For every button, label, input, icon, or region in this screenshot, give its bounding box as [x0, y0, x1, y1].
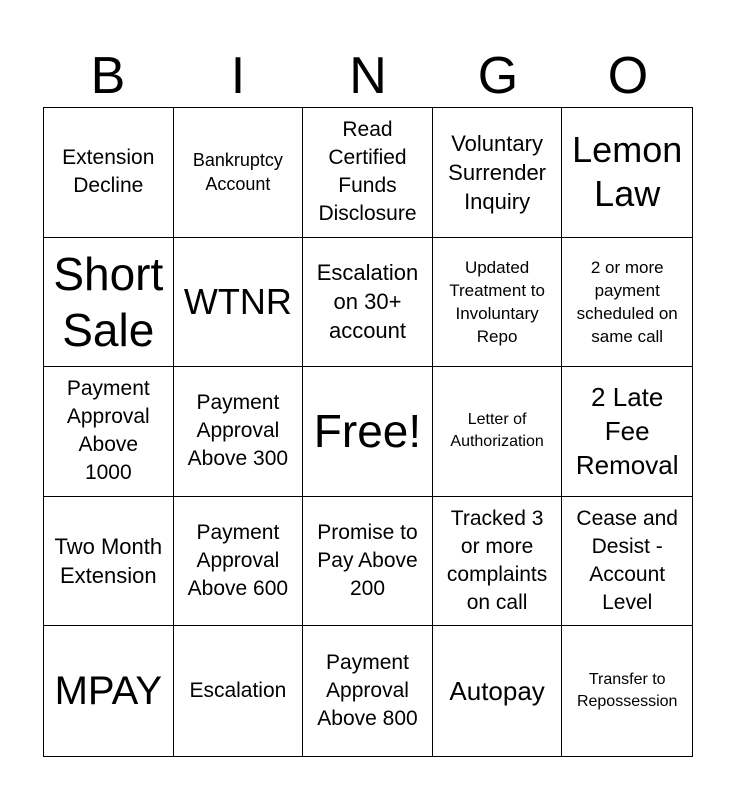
bingo-cell-r4c1[interactable]: Two Month Extension	[44, 497, 174, 627]
bingo-cell-r2c5[interactable]: 2 or more payment scheduled on same call	[562, 238, 692, 368]
bingo-cell-r2c1[interactable]: Short Sale	[44, 238, 174, 368]
header-letter-i: I	[230, 47, 246, 105]
header-letter-b: B	[90, 47, 126, 105]
bingo-cell-r3c5[interactable]: 2 Late Fee Removal	[562, 367, 692, 497]
bingo-cell-r5c2[interactable]: Escalation	[174, 626, 304, 756]
bingo-cell-r1c5[interactable]: Lemon Law	[562, 108, 692, 238]
bingo-cell-r1c4[interactable]: Voluntary Surrender Inquiry	[433, 108, 563, 238]
bingo-cell-r3c3-free[interactable]: Free!	[303, 367, 433, 497]
bingo-header	[43, 46, 693, 106]
bingo-cell-r3c2[interactable]: Payment Approval Above 300	[174, 367, 304, 497]
bingo-cell-r2c3[interactable]: Escalation on 30+ account	[303, 238, 433, 368]
bingo-cell-r1c1[interactable]: Extension Decline	[44, 108, 174, 238]
bingo-cell-r1c2[interactable]: Bankruptcy Account	[174, 108, 304, 238]
bingo-cell-r5c5[interactable]: Transfer to Repossession	[576, 671, 678, 711]
bingo-card-grid	[43, 107, 693, 757]
header-letter-n: N	[349, 47, 387, 105]
bingo-cell-r4c3[interactable]: Promise to Pay Above 200	[303, 497, 433, 627]
header-letter-g: G	[477, 47, 519, 105]
bingo-cell-r4c4[interactable]: Tracked 3 or more complaints on call	[433, 497, 563, 627]
bingo-cell-r2c4[interactable]: Updated Treatment to Involuntary Repo	[433, 238, 563, 368]
bingo-cell-r5c3[interactable]: Payment Approval Above 800	[303, 626, 433, 756]
bingo-cell-r5c4[interactable]: Autopay	[433, 626, 563, 756]
header-letter-o: O	[607, 47, 649, 105]
bingo-cell-r2c2[interactable]: WTNR	[174, 238, 304, 368]
bingo-cell-r1c3[interactable]: Read Certified Funds Disclosure	[303, 108, 433, 238]
bingo-cell-r4c5[interactable]: Cease and Desist - Account Level	[562, 497, 692, 627]
bingo-cell-r3c1[interactable]: Payment Approval Above 1000	[44, 367, 174, 497]
bingo-cell-r3c4[interactable]: Letter of Authorization	[433, 367, 563, 497]
bingo-cell-r4c2[interactable]: Payment Approval Above 600	[174, 497, 304, 627]
bingo-cell-r5c1[interactable]: MPAY	[44, 626, 174, 756]
